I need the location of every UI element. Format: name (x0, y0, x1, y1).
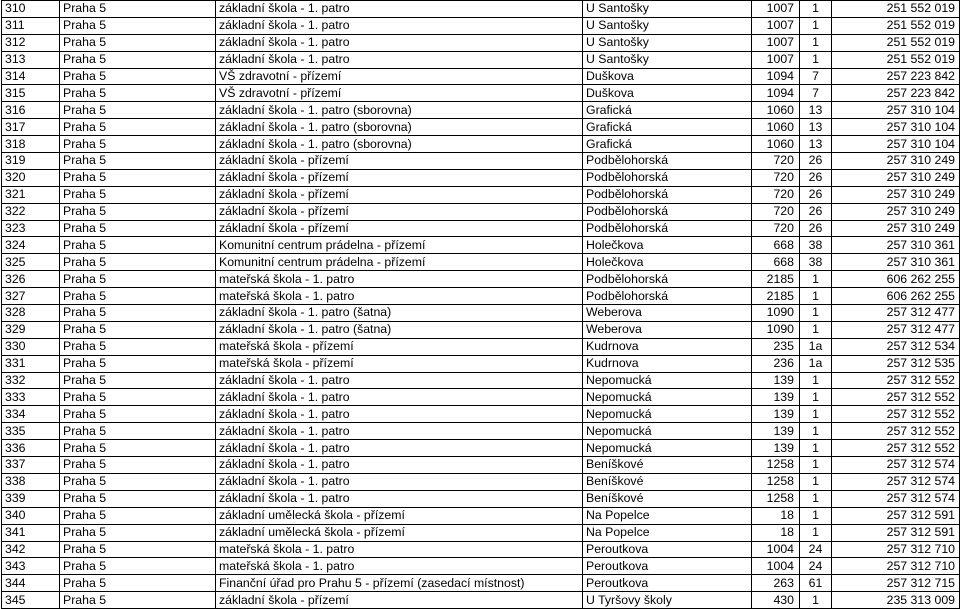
location-cell: základní umělecká škola - přízemí (216, 524, 583, 541)
location-cell: mateřská škola - 1. patro (216, 271, 583, 288)
orientation-number-cell: 7 (800, 68, 832, 85)
row-number-cell: 344 (2, 575, 60, 592)
house-number-cell: 139 (752, 389, 800, 406)
table-row (2, 220, 960, 237)
street-cell: Grafická (583, 102, 752, 119)
phone-cell: 606 262 255 (832, 288, 960, 305)
phone-cell: 257 312 591 (832, 524, 960, 541)
table-row (2, 237, 960, 254)
table-row (2, 288, 960, 305)
row-number-cell: 336 (2, 440, 60, 457)
orientation-number-cell: 1 (800, 490, 832, 507)
district-cell: Praha 5 (60, 558, 216, 575)
orientation-number-cell: 1 (800, 389, 832, 406)
table-row (2, 102, 960, 119)
street-cell: Podbělohorská (583, 203, 752, 220)
house-number-cell: 720 (752, 186, 800, 203)
orientation-number-cell: 24 (800, 541, 832, 558)
district-cell: Praha 5 (60, 119, 216, 136)
location-cell: základní škola - 1. patro (sborovna) (216, 136, 583, 153)
house-number-cell: 1090 (752, 305, 800, 322)
phone-cell: 257 312 477 (832, 321, 960, 338)
row-number-cell: 327 (2, 288, 60, 305)
location-cell: základní škola - 1. patro (216, 1, 583, 18)
house-number-cell: 1258 (752, 457, 800, 474)
row-number-cell: 323 (2, 220, 60, 237)
table-row (2, 490, 960, 507)
row-number-cell: 317 (2, 119, 60, 136)
phone-cell: 257 223 842 (832, 85, 960, 102)
location-cell: základní škola - 1. patro (216, 457, 583, 474)
table-row (2, 406, 960, 423)
district-cell: Praha 5 (60, 440, 216, 457)
location-cell: mateřská škola - přízemí (216, 355, 583, 372)
phone-cell: 257 312 715 (832, 575, 960, 592)
orientation-number-cell: 1 (800, 524, 832, 541)
location-cell: základní škola - 1. patro (216, 406, 583, 423)
house-number-cell: 139 (752, 372, 800, 389)
phone-cell: 257 312 710 (832, 541, 960, 558)
row-number-cell: 326 (2, 271, 60, 288)
row-number-cell: 328 (2, 305, 60, 322)
table-row (2, 355, 960, 372)
street-cell: Peroutkova (583, 541, 752, 558)
house-number-cell: 720 (752, 220, 800, 237)
district-cell: Praha 5 (60, 169, 216, 186)
street-cell: Holečkova (583, 254, 752, 271)
orientation-number-cell: 1a (800, 338, 832, 355)
district-cell: Praha 5 (60, 153, 216, 170)
house-number-cell: 1258 (752, 473, 800, 490)
table-row (2, 51, 960, 68)
row-number-cell: 315 (2, 85, 60, 102)
location-cell: VŠ zdravotní - přízemí (216, 85, 583, 102)
district-cell: Praha 5 (60, 136, 216, 153)
house-number-cell: 1007 (752, 17, 800, 34)
orientation-number-cell: 1 (800, 271, 832, 288)
row-number-cell: 319 (2, 153, 60, 170)
orientation-number-cell: 38 (800, 237, 832, 254)
district-cell: Praha 5 (60, 389, 216, 406)
location-cell: základní škola - 1. patro (216, 423, 583, 440)
phone-cell: 257 310 104 (832, 102, 960, 119)
orientation-number-cell: 24 (800, 558, 832, 575)
table-row (2, 305, 960, 322)
location-cell: základní škola - přízemí (216, 169, 583, 186)
house-number-cell: 720 (752, 153, 800, 170)
orientation-number-cell: 1 (800, 473, 832, 490)
row-number-cell: 334 (2, 406, 60, 423)
phone-cell: 235 313 009 (832, 592, 960, 609)
house-number-cell: 1007 (752, 51, 800, 68)
location-cell: základní škola - 1. patro (sborovna) (216, 102, 583, 119)
phone-cell: 257 312 710 (832, 558, 960, 575)
orientation-number-cell: 13 (800, 102, 832, 119)
house-number-cell: 1004 (752, 558, 800, 575)
phone-cell: 251 552 019 (832, 51, 960, 68)
phone-cell: 257 312 552 (832, 389, 960, 406)
district-cell: Praha 5 (60, 305, 216, 322)
house-number-cell: 720 (752, 169, 800, 186)
orientation-number-cell: 1a (800, 355, 832, 372)
table-row (2, 321, 960, 338)
row-number-cell: 339 (2, 490, 60, 507)
phone-cell: 257 310 104 (832, 119, 960, 136)
orientation-number-cell: 1 (800, 34, 832, 51)
street-cell: Peroutkova (583, 558, 752, 575)
district-cell: Praha 5 (60, 355, 216, 372)
district-cell: Praha 5 (60, 406, 216, 423)
table-row (2, 136, 960, 153)
district-cell: Praha 5 (60, 1, 216, 18)
location-cell: základní umělecká škola - přízemí (216, 507, 583, 524)
street-cell: Kudrnova (583, 355, 752, 372)
district-cell: Praha 5 (60, 575, 216, 592)
phone-cell: 257 310 249 (832, 220, 960, 237)
phone-cell: 257 312 534 (832, 338, 960, 355)
orientation-number-cell: 1 (800, 17, 832, 34)
district-cell: Praha 5 (60, 254, 216, 271)
row-number-cell: 338 (2, 473, 60, 490)
location-cell: základní škola - 1. patro (216, 389, 583, 406)
row-number-cell: 333 (2, 389, 60, 406)
district-cell: Praha 5 (60, 288, 216, 305)
table-row (2, 68, 960, 85)
table-row (2, 34, 960, 51)
table-row (2, 592, 960, 609)
house-number-cell: 720 (752, 203, 800, 220)
orientation-number-cell: 26 (800, 203, 832, 220)
phone-cell: 251 552 019 (832, 17, 960, 34)
table-row (2, 254, 960, 271)
orientation-number-cell: 1 (800, 1, 832, 18)
district-cell: Praha 5 (60, 51, 216, 68)
house-number-cell: 18 (752, 524, 800, 541)
phone-cell: 257 310 249 (832, 186, 960, 203)
district-cell: Praha 5 (60, 102, 216, 119)
street-cell: Duškova (583, 85, 752, 102)
location-cell: základní škola - 1. patro (216, 490, 583, 507)
table-row (2, 186, 960, 203)
row-number-cell: 332 (2, 372, 60, 389)
district-cell: Praha 5 (60, 524, 216, 541)
row-number-cell: 345 (2, 592, 60, 609)
district-cell: Praha 5 (60, 473, 216, 490)
district-cell: Praha 5 (60, 17, 216, 34)
table-row (2, 575, 960, 592)
phone-cell: 257 310 361 (832, 254, 960, 271)
table-row (2, 119, 960, 136)
street-cell: Kudrnova (583, 338, 752, 355)
street-cell: Grafická (583, 136, 752, 153)
district-cell: Praha 5 (60, 220, 216, 237)
row-number-cell: 342 (2, 541, 60, 558)
house-number-cell: 139 (752, 440, 800, 457)
street-cell: Weberova (583, 305, 752, 322)
polling-stations-table (1, 0, 960, 609)
street-cell: Na Popelce (583, 507, 752, 524)
house-number-cell: 139 (752, 423, 800, 440)
row-number-cell: 337 (2, 457, 60, 474)
row-number-cell: 320 (2, 169, 60, 186)
phone-cell: 257 312 552 (832, 440, 960, 457)
district-cell: Praha 5 (60, 68, 216, 85)
orientation-number-cell: 1 (800, 406, 832, 423)
house-number-cell: 139 (752, 406, 800, 423)
street-cell: Beníškové (583, 473, 752, 490)
house-number-cell: 2185 (752, 288, 800, 305)
phone-cell: 251 552 019 (832, 34, 960, 51)
street-cell: Podbělohorská (583, 220, 752, 237)
table-row (2, 423, 960, 440)
row-number-cell: 318 (2, 136, 60, 153)
table-row (2, 457, 960, 474)
house-number-cell: 2185 (752, 271, 800, 288)
phone-cell: 257 312 552 (832, 406, 960, 423)
street-cell: Holečkova (583, 237, 752, 254)
location-cell: Finanční úřad pro Prahu 5 - přízemí (zasedací místnost) (216, 575, 583, 592)
phone-cell: 257 312 591 (832, 507, 960, 524)
house-number-cell: 236 (752, 355, 800, 372)
phone-cell: 251 552 019 (832, 1, 960, 18)
phone-cell: 257 312 535 (832, 355, 960, 372)
street-cell: U Tyršovy školy (583, 592, 752, 609)
table-row (2, 338, 960, 355)
location-cell: základní škola - přízemí (216, 186, 583, 203)
street-cell: Duškova (583, 68, 752, 85)
table-row (2, 17, 960, 34)
row-number-cell: 330 (2, 338, 60, 355)
row-number-cell: 314 (2, 68, 60, 85)
street-cell: Podbělohorská (583, 153, 752, 170)
location-cell: mateřská škola - 1. patro (216, 288, 583, 305)
phone-cell: 257 312 552 (832, 372, 960, 389)
district-cell: Praha 5 (60, 321, 216, 338)
table-row (2, 389, 960, 406)
orientation-number-cell: 1 (800, 321, 832, 338)
table-row (2, 153, 960, 170)
table-row (2, 541, 960, 558)
phone-cell: 257 310 361 (832, 237, 960, 254)
district-cell: Praha 5 (60, 203, 216, 220)
house-number-cell: 18 (752, 507, 800, 524)
phone-cell: 257 223 842 (832, 68, 960, 85)
street-cell: Podbělohorská (583, 169, 752, 186)
street-cell: Na Popelce (583, 524, 752, 541)
district-cell: Praha 5 (60, 34, 216, 51)
location-cell: Komunitní centrum prádelna - přízemí (216, 237, 583, 254)
street-cell: Podbělohorská (583, 288, 752, 305)
district-cell: Praha 5 (60, 85, 216, 102)
district-cell: Praha 5 (60, 186, 216, 203)
row-number-cell: 312 (2, 34, 60, 51)
table-row (2, 169, 960, 186)
district-cell: Praha 5 (60, 541, 216, 558)
location-cell: základní škola - 1. patro (216, 34, 583, 51)
house-number-cell: 1094 (752, 85, 800, 102)
house-number-cell: 1004 (752, 541, 800, 558)
location-cell: základní škola - 1. patro (216, 17, 583, 34)
row-number-cell: 340 (2, 507, 60, 524)
street-cell: U Santošky (583, 34, 752, 51)
row-number-cell: 343 (2, 558, 60, 575)
location-cell: základní škola - přízemí (216, 153, 583, 170)
orientation-number-cell: 1 (800, 592, 832, 609)
row-number-cell: 329 (2, 321, 60, 338)
district-cell: Praha 5 (60, 507, 216, 524)
location-cell: základní škola - přízemí (216, 220, 583, 237)
location-cell: základní škola - přízemí (216, 592, 583, 609)
table-body (2, 1, 960, 609)
row-number-cell: 341 (2, 524, 60, 541)
street-cell: U Santošky (583, 1, 752, 18)
house-number-cell: 1094 (752, 68, 800, 85)
location-cell: VŠ zdravotní - přízemí (216, 68, 583, 85)
orientation-number-cell: 1 (800, 51, 832, 68)
street-cell: Beníškové (583, 457, 752, 474)
table-row (2, 524, 960, 541)
orientation-number-cell: 1 (800, 305, 832, 322)
street-cell: Podbělohorská (583, 271, 752, 288)
table-row (2, 85, 960, 102)
phone-cell: 257 312 552 (832, 423, 960, 440)
table-row (2, 372, 960, 389)
orientation-number-cell: 7 (800, 85, 832, 102)
table-row (2, 1, 960, 18)
orientation-number-cell: 26 (800, 169, 832, 186)
street-cell: U Santošky (583, 51, 752, 68)
row-number-cell: 321 (2, 186, 60, 203)
orientation-number-cell: 1 (800, 440, 832, 457)
row-number-cell: 322 (2, 203, 60, 220)
table-row (2, 507, 960, 524)
district-cell: Praha 5 (60, 457, 216, 474)
row-number-cell: 324 (2, 237, 60, 254)
table-row (2, 271, 960, 288)
street-cell: Nepomucká (583, 440, 752, 457)
row-number-cell: 331 (2, 355, 60, 372)
house-number-cell: 1090 (752, 321, 800, 338)
row-number-cell: 311 (2, 17, 60, 34)
phone-cell: 257 312 477 (832, 305, 960, 322)
district-cell: Praha 5 (60, 372, 216, 389)
row-number-cell: 325 (2, 254, 60, 271)
phone-cell: 257 310 104 (832, 136, 960, 153)
district-cell: Praha 5 (60, 490, 216, 507)
location-cell: Komunitní centrum prádelna - přízemí (216, 254, 583, 271)
orientation-number-cell: 26 (800, 153, 832, 170)
orientation-number-cell: 13 (800, 136, 832, 153)
district-cell: Praha 5 (60, 592, 216, 609)
orientation-number-cell: 26 (800, 186, 832, 203)
street-cell: Beníškové (583, 490, 752, 507)
district-cell: Praha 5 (60, 237, 216, 254)
table-row (2, 203, 960, 220)
phone-cell: 257 310 249 (832, 203, 960, 220)
phone-cell: 257 310 249 (832, 153, 960, 170)
table-row (2, 473, 960, 490)
house-number-cell: 1060 (752, 119, 800, 136)
district-cell: Praha 5 (60, 338, 216, 355)
row-number-cell: 335 (2, 423, 60, 440)
location-cell: mateřská škola - přízemí (216, 338, 583, 355)
street-cell: U Santošky (583, 17, 752, 34)
location-cell: základní škola - 1. patro (216, 51, 583, 68)
orientation-number-cell: 1 (800, 457, 832, 474)
orientation-number-cell: 1 (800, 423, 832, 440)
street-cell: Nepomucká (583, 372, 752, 389)
location-cell: základní škola - 1. patro (216, 440, 583, 457)
house-number-cell: 263 (752, 575, 800, 592)
street-cell: Nepomucká (583, 389, 752, 406)
table-row (2, 558, 960, 575)
location-cell: základní škola - přízemí (216, 203, 583, 220)
house-number-cell: 1258 (752, 490, 800, 507)
house-number-cell: 430 (752, 592, 800, 609)
phone-cell: 606 262 255 (832, 271, 960, 288)
house-number-cell: 235 (752, 338, 800, 355)
street-cell: Nepomucká (583, 406, 752, 423)
street-cell: Grafická (583, 119, 752, 136)
orientation-number-cell: 1 (800, 372, 832, 389)
location-cell: mateřská škola - 1. patro (216, 558, 583, 575)
location-cell: základní škola - 1. patro (sborovna) (216, 119, 583, 136)
orientation-number-cell: 1 (800, 507, 832, 524)
orientation-number-cell: 38 (800, 254, 832, 271)
street-cell: Weberova (583, 321, 752, 338)
phone-cell: 257 312 574 (832, 490, 960, 507)
table-row (2, 440, 960, 457)
location-cell: mateřská škola - 1. patro (216, 541, 583, 558)
house-number-cell: 1060 (752, 102, 800, 119)
location-cell: základní škola - 1. patro (216, 372, 583, 389)
house-number-cell: 1060 (752, 136, 800, 153)
row-number-cell: 310 (2, 1, 60, 18)
row-number-cell: 313 (2, 51, 60, 68)
house-number-cell: 668 (752, 237, 800, 254)
house-number-cell: 668 (752, 254, 800, 271)
location-cell: základní škola - 1. patro (216, 473, 583, 490)
orientation-number-cell: 1 (800, 288, 832, 305)
orientation-number-cell: 13 (800, 119, 832, 136)
location-cell: základní škola - 1. patro (šatna) (216, 321, 583, 338)
district-cell: Praha 5 (60, 423, 216, 440)
phone-cell: 257 312 574 (832, 457, 960, 474)
house-number-cell: 1007 (752, 34, 800, 51)
street-cell: Peroutkova (583, 575, 752, 592)
district-cell: Praha 5 (60, 271, 216, 288)
street-cell: Podbělohorská (583, 186, 752, 203)
street-cell: Nepomucká (583, 423, 752, 440)
orientation-number-cell: 26 (800, 220, 832, 237)
orientation-number-cell: 61 (800, 575, 832, 592)
phone-cell: 257 310 249 (832, 169, 960, 186)
house-number-cell: 1007 (752, 1, 800, 18)
location-cell: základní škola - 1. patro (šatna) (216, 305, 583, 322)
row-number-cell: 316 (2, 102, 60, 119)
phone-cell: 257 312 574 (832, 473, 960, 490)
